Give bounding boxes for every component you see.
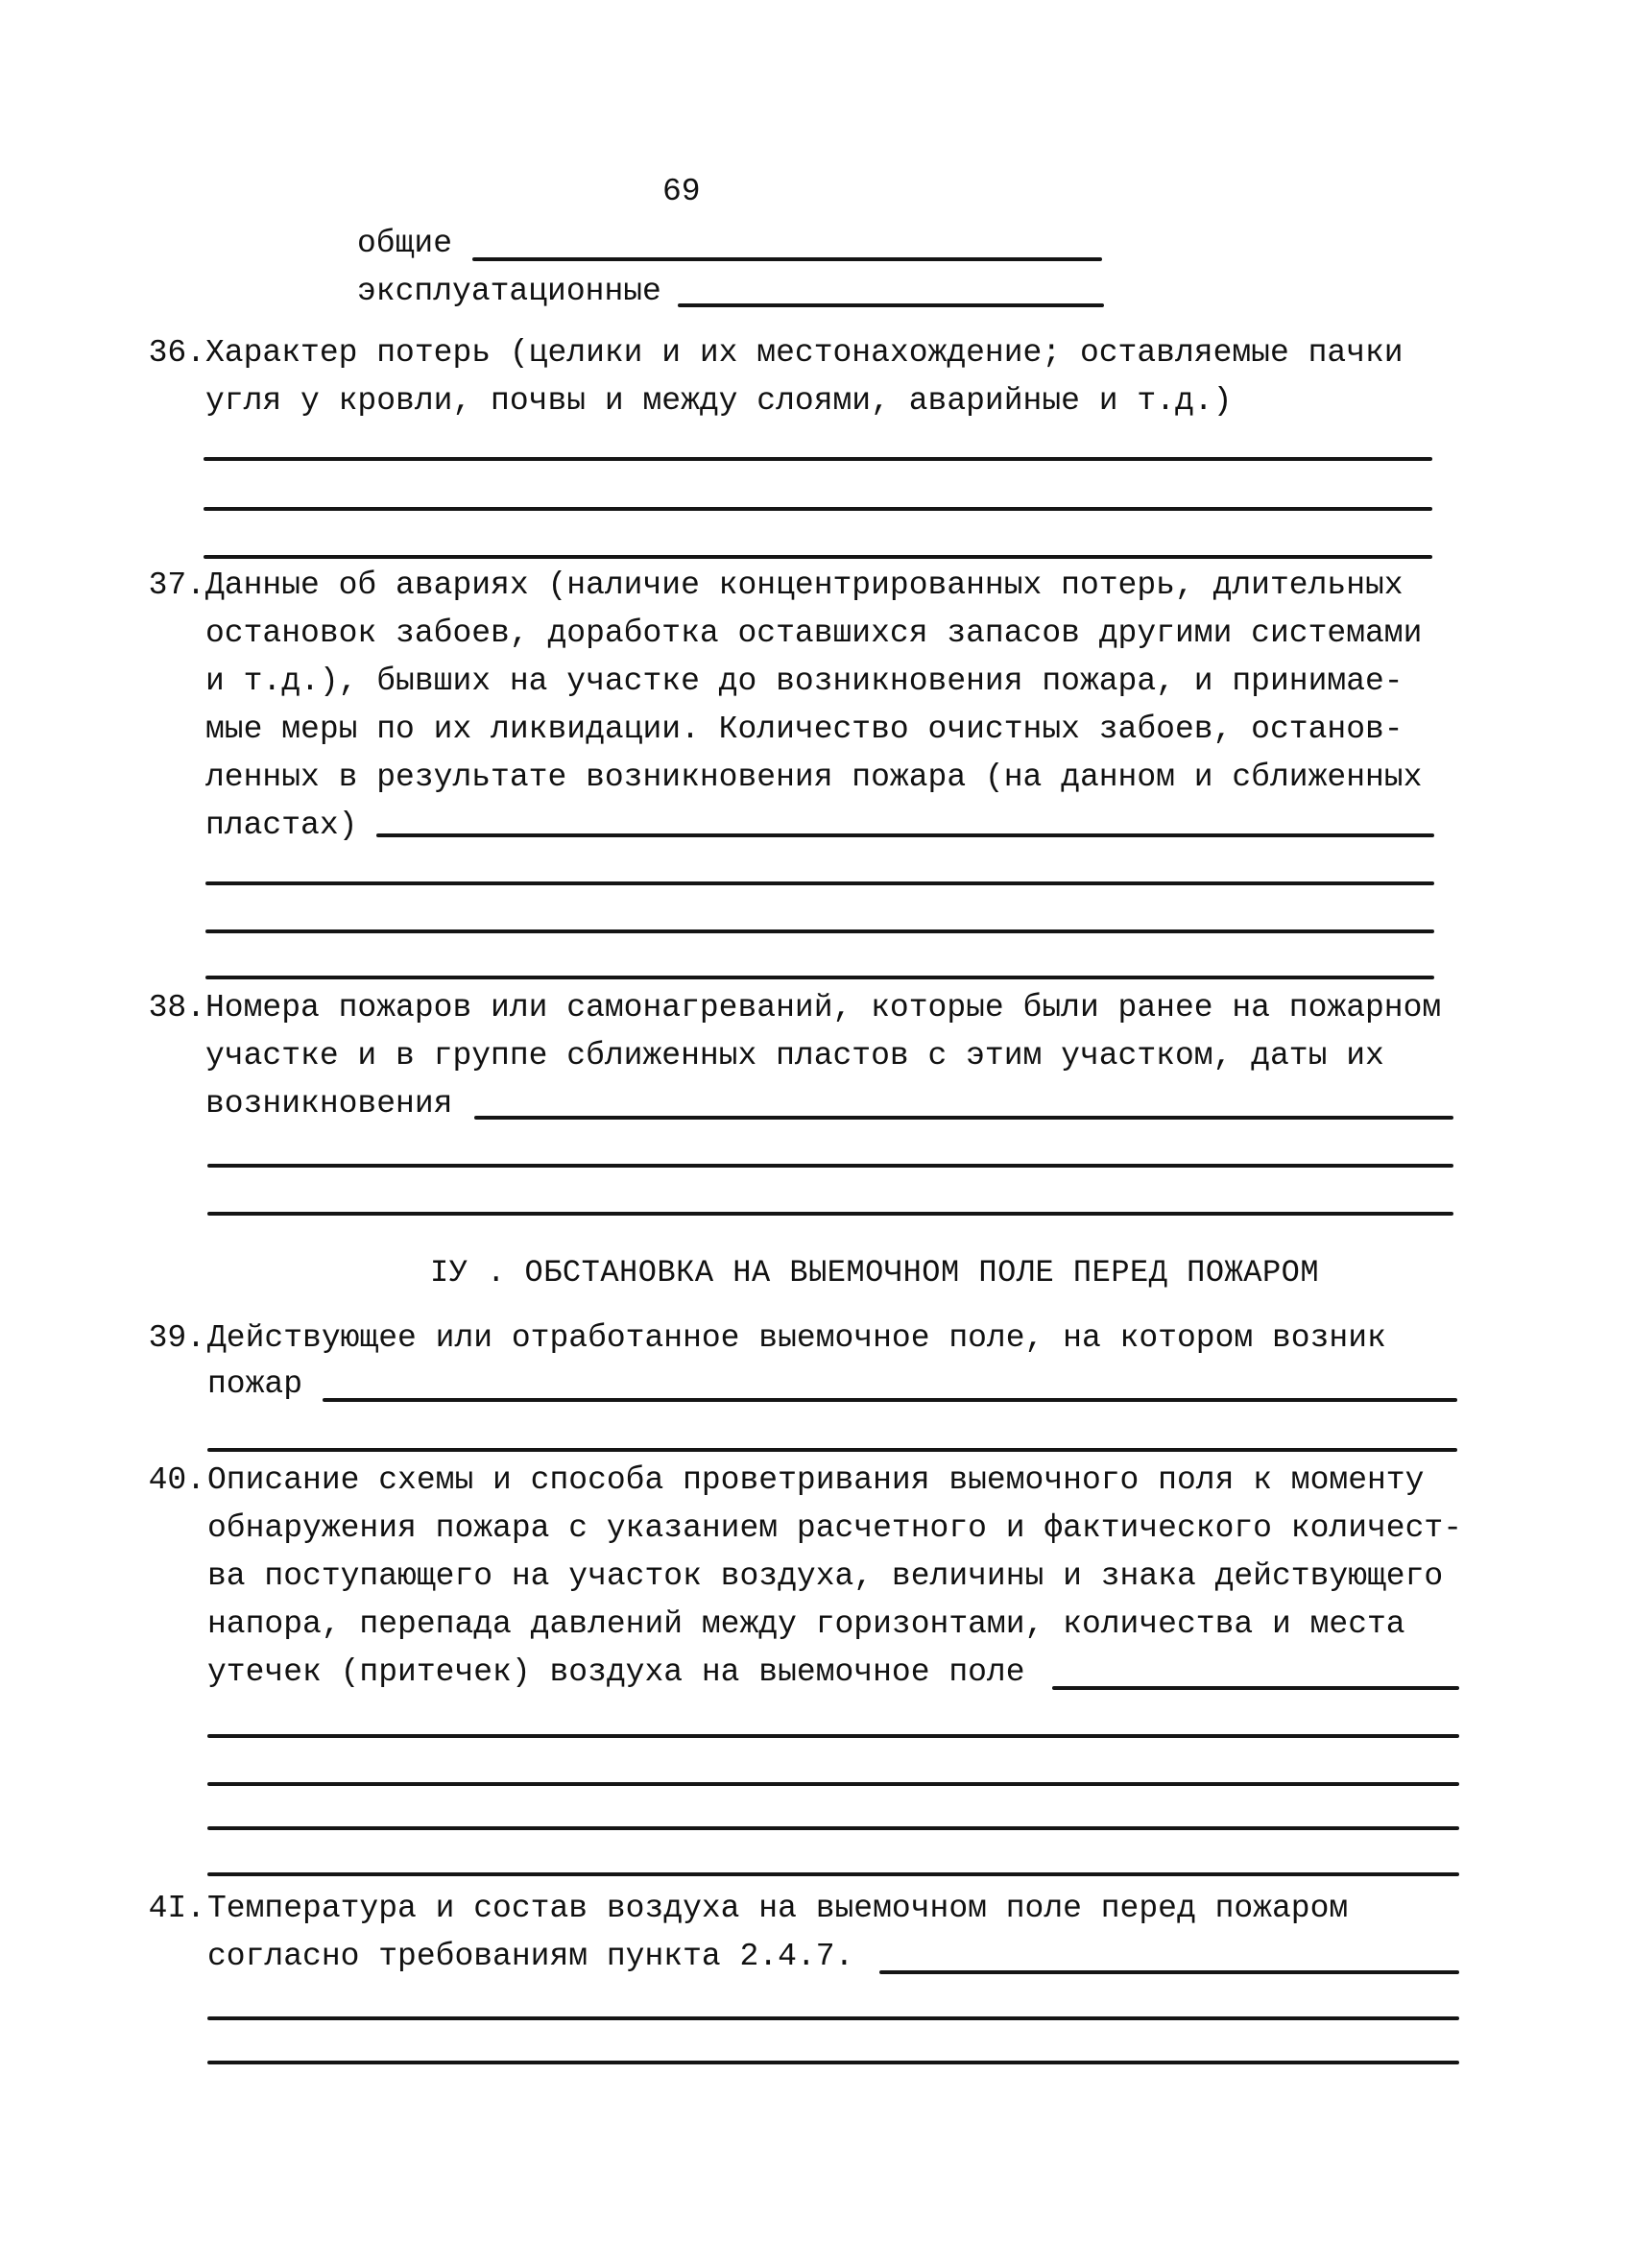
fill-line	[207, 1782, 1459, 1786]
item-37-line-6: пластах)	[205, 808, 358, 843]
fill-line	[205, 929, 1434, 933]
item-37-line-4: мые меры по их ликвидации. Количество очистных забоев, останов-	[205, 712, 1404, 747]
fill-line	[474, 1116, 1453, 1120]
item-36-line-1: Характер потерь (целики и их местонахождение; оставляемые пачки	[205, 335, 1404, 371]
page-number: 69	[662, 174, 701, 209]
item-40-line-5: утечек (притечек) воздуха на выемочное поле	[207, 1654, 1025, 1690]
field-label-obshchie: общие	[357, 226, 453, 261]
item-39-line-1: Действующее или отработанное выемочное поле, на котором возник	[207, 1320, 1386, 1356]
item-37-line-5: ленных в результате возникновения пожара (на данном и сближенных	[205, 760, 1423, 795]
item-number-36: 36.	[148, 335, 205, 371]
item-41-line-1: Температура и состав воздуха на выемочном поле перед пожаром	[207, 1891, 1349, 1926]
item-number-37: 37.	[148, 567, 205, 603]
fill-line	[879, 1970, 1459, 1974]
item-number-40: 40.	[148, 1462, 205, 1498]
field-label-ekspluatatsionnye: эксплуатационные	[357, 274, 661, 309]
item-41-line-2: согласно требованиям пункта 2.4.7.	[207, 1939, 854, 1974]
item-number-41: 4I.	[148, 1891, 205, 1926]
item-40-line-2: обнаружения пожара с указанием расчетного и фактического количест-	[207, 1510, 1463, 1546]
item-38-line-2: участке и в группе сближенных пластов с этим участком, даты их	[205, 1038, 1384, 1074]
item-40-line-1: Описание схемы и способа проветривания выемочного поля к моменту	[207, 1462, 1425, 1498]
fill-line	[376, 833, 1434, 837]
fill-line	[204, 507, 1432, 511]
item-number-39: 39.	[148, 1320, 205, 1356]
fill-line	[207, 2061, 1459, 2064]
item-number-38: 38.	[148, 990, 205, 1025]
fill-line	[207, 1734, 1459, 1738]
item-40-line-3: ва поступающего на участок воздуха, величины и знака действующего	[207, 1558, 1444, 1594]
fill-line	[204, 457, 1432, 461]
fill-line	[678, 303, 1104, 307]
fill-line	[323, 1398, 1457, 1402]
fill-line	[1052, 1686, 1459, 1690]
section-heading: IУ . ОБСТАНОВКА НА ВЫЕМОЧНОМ ПОЛЕ ПЕРЕД ПОЖАРОМ	[430, 1255, 1320, 1291]
item-39-line-2: пожар	[207, 1366, 303, 1402]
item-36-line-2: угля у кровли, почвы и между слоями, аварийные и т.д.)	[205, 383, 1233, 419]
fill-line	[204, 555, 1432, 559]
item-37-line-2: остановок забоев, доработка оставшихся запасов другими системами	[205, 615, 1423, 651]
item-37-line-3: и т.д.), бывших на участке до возникновения пожара, и принимае-	[205, 664, 1404, 699]
item-37-line-1: Данные об авариях (наличие концентрированных потерь, длительных	[205, 567, 1404, 603]
item-38-line-1: Номера пожаров или самонагреваний, которые были ранее на пожарном	[205, 990, 1442, 1025]
fill-line	[207, 1448, 1457, 1452]
fill-line	[207, 1164, 1453, 1168]
fill-line	[207, 2016, 1459, 2020]
fill-line	[207, 1872, 1459, 1876]
fill-line	[207, 1826, 1459, 1830]
fill-line	[205, 881, 1434, 885]
fill-line	[207, 1212, 1453, 1216]
item-38-line-3: возникновения	[205, 1086, 453, 1122]
fill-line	[472, 257, 1102, 261]
item-40-line-4: напора, перепада давлений между горизонтами, количества и места	[207, 1606, 1405, 1642]
fill-line	[205, 976, 1434, 979]
